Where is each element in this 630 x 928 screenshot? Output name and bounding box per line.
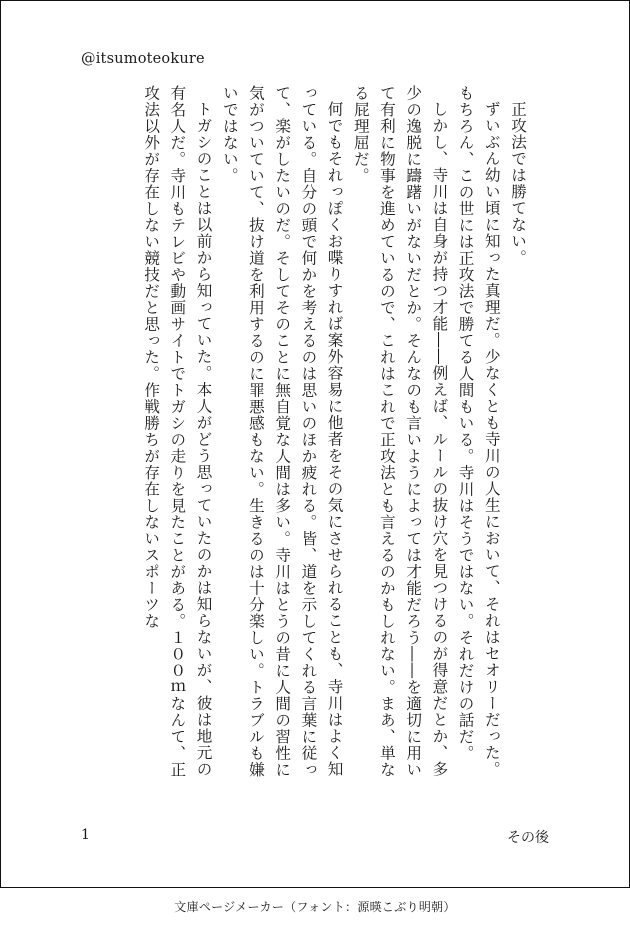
paragraph: トガシのことは以前から知っていた。本人がどう思っていたのかは知らないが、彼は地元の有名人だ。寺川もテレビや動画サイトでトガシの走りを見たことがある。１００ｍなんて、正攻法以外が存在しない競技だと思った。作戦勝ちが存在しないスポーツな	[142, 85, 213, 778]
paragraph: 何でもそれっぽくお喋りすれば案外容易に他者をその気にさせられることも、寺川はよく知っている。自分の頭で何かを考えるのは思いのほか疲れる。皆、道を示してくれる言葉に従って、楽がしたいのだ。そしてそのことに無自覚な人間は多い。寺川はとうの昔に人間の習性に気がついていて、抜け道を利用するのに罪悪感もない。生きるのは十分楽しい。トラブルも嫌いではない。	[220, 85, 344, 778]
paragraph: 正攻法では勝てない。	[509, 100, 527, 266]
vertical-body-text	[61, 85, 531, 785]
paragraph: しかし、寺川は自身が持つ才能――例えば、ルールの抜け穴を見つけるのが得意だとか、多少の逸脱に躊躇いがないだとか。そんなのも言いようによっては才能だろう――を適切に用いて有利に物事を進めているので、これはこれで正攻法とも言えるのかもしれない。まあ、単なる屁理屈だ。	[351, 85, 449, 778]
generator-credit: 文庫ページメーカー（フォント：源暎こぶり明朝）	[174, 900, 456, 914]
running-title: その後	[507, 830, 549, 846]
page-number: 1	[81, 827, 90, 843]
paragraph: ずいぶん幼い頃に知った真理だ。少なくとも寺川の人生において、それはセオリーだった。もちろん、この世には正攻法で勝てる人間もいる。寺川はそうではない。それだけの話だ。	[456, 85, 501, 778]
author-handle: @itsumoteokure	[81, 51, 205, 67]
